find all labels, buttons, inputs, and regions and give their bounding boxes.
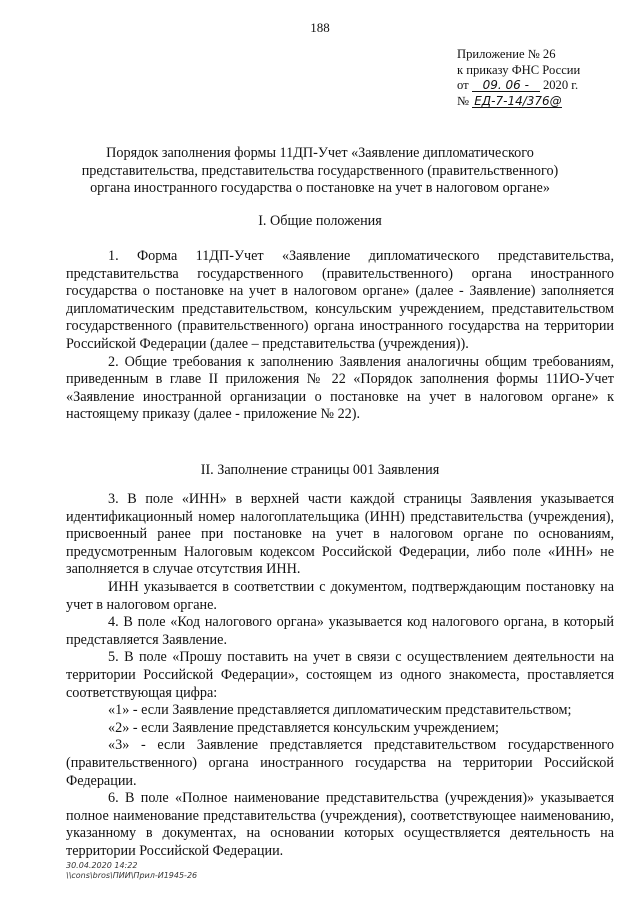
document-title: Порядок заполнения формы 11ДП-Учет «Заявление дипломатического представительства, представительства государственного (правительственного) органа иностранного государства о постановке на учет в налоговом органе» <box>81 145 559 197</box>
appendix-number-line <box>457 94 627 110</box>
paragraph: 6. В поле «Полное наименование представительства (учреждения)» указывается полное наименование представительства (учреждения), соответствующее наименованию, указанному в документах, на основании которых осуществляется деятельность на территории Российской Федерации. <box>66 790 614 859</box>
handwritten-date: 09. 06 - <box>472 79 540 92</box>
paragraph: «1» - если Заявление представляется дипломатическим представительством; <box>108 702 572 719</box>
handwritten-number: ЕД-7-14/376@ <box>474 93 562 108</box>
number-prefix: № <box>457 93 470 108</box>
appendix-block <box>457 47 627 109</box>
footer-path: \\cons\bros\ПИИ\Прил-И1945-26 <box>66 870 198 880</box>
page-number: 188 <box>310 20 330 35</box>
section-heading-general: I. Общие положения <box>258 213 382 229</box>
paragraph: «2» - если Заявление представляется консульским учреждением; <box>108 719 499 736</box>
paragraph: 4. В поле «Код налогового органа» указывается код налогового органа, в который представляется Заявление. <box>66 614 614 648</box>
date-suffix: 2020 г. <box>542 78 579 92</box>
paragraph: «3» - если Заявление представляется представительством государственного (правительственного) органа иностранного государства на территории Российской Федерации. <box>66 737 614 789</box>
paragraph: 3. В поле «ИНН» в верхней части каждой страницы Заявления указывается идентификационный номер налогоплательщика (ИНН) представительства (учреждения), присвоенный ранее при постановке на учет в налоговом органе по основаниям, предусмотренным Налоговым кодексом Российской Федерации, либо поле «ИНН» не заполняется в случае отсутствия ИНН. <box>66 491 614 578</box>
date-prefix: от <box>457 78 469 92</box>
file-footer <box>66 861 197 880</box>
appendix-title: Приложение № 26 <box>457 47 556 61</box>
appendix-order-ref: к приказу ФНС России <box>457 62 581 77</box>
paragraph: 2. Общие требования к заполнению Заявления аналогичны общим требованиям, приведенным в главе II приложения № 22 «Порядок заполнения формы 11ИО-Учет «Заявление иностранной организации о постановке на учет в налоговом органе» к настоящему приказу (далее - приложение № 22). <box>66 353 614 423</box>
appendix-date-line <box>457 78 627 94</box>
paragraph: 1. Форма 11ДП-Учет «Заявление дипломатического представительства, представительства государственного (правительственного) органа иностранного государства о постановке на учет в налоговом органе» (далее - Заявление) заполняется дипломатическим представительством, консульским учреждением, представительством государственного (правительственного) органа иностранного государства на территории Российской Федерации (далее – представительства (учреждения)). <box>66 248 614 352</box>
section1-body <box>66 248 614 424</box>
footer-timestamp: 30.04.2020 14:22 <box>66 861 138 870</box>
section-heading-page-001: II. Заполнение страницы 001 Заявления <box>200 462 440 478</box>
section2-body <box>66 491 614 860</box>
paragraph: 5. В поле «Прошу поставить на учет в связи с осуществлением деятельности на территории Российской Федерации», состоящем из одного знакоместа, проставляется соответствующая цифра: <box>66 649 614 701</box>
paragraph: ИНН указывается в соответствии с документом, подтверждающим постановку на учет в налоговом органе. <box>66 578 614 613</box>
